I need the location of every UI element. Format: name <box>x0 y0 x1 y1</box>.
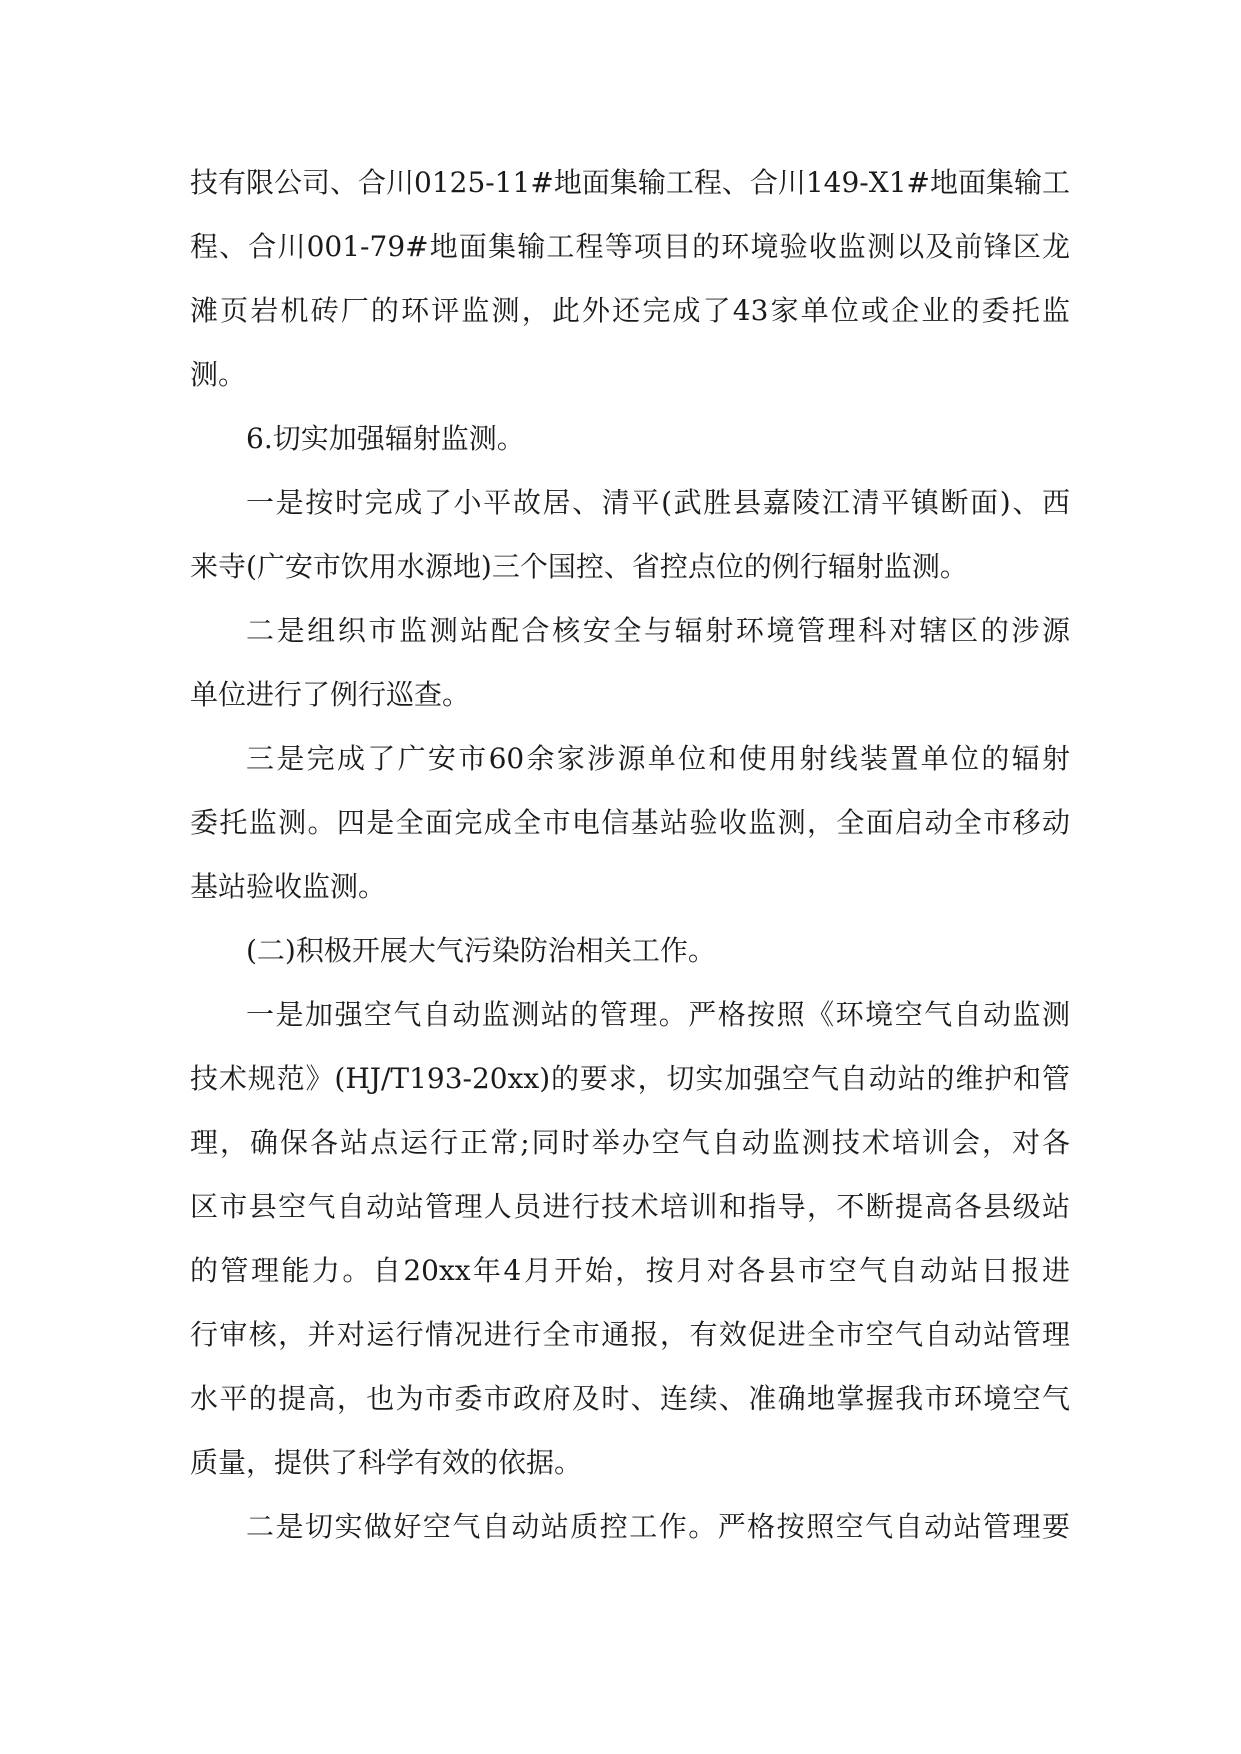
text-line: 一是按时完成了小平故居、清平(武胜县嘉陵江清平镇断面)、西 <box>246 486 1070 519</box>
text-line: 二是切实做好空气自动站质控工作。严格按照空气自动站管理要 <box>246 1510 1070 1543</box>
text-line: 二是组织市监测站配合核安全与辐射环境管理科对辖区的涉源 <box>246 614 1070 647</box>
paragraph <box>190 599 1070 727</box>
text-line: 来寺(广安市饮用水源地)三个国控、省控点位的例行辐射监测。 <box>190 550 968 583</box>
text-line: 三是完成了广安市60余家涉源单位和使用射线装置单位的辐射 <box>246 742 1070 775</box>
text-line: 程、合川001-79#地面集输工程等项目的环境验收监测以及前锋区龙 <box>190 230 1070 263</box>
text-line: 技有限公司、合川0125-11#地面集输工程、合川149-X1#地面集输工 <box>190 166 1070 199</box>
text-line: 质量，提供了科学有效的依据。 <box>190 1446 583 1479</box>
text-line: 单位进行了例行巡查。 <box>190 678 471 711</box>
paragraph <box>190 1495 1070 1559</box>
text-line: 委托监测。四是全面完成全市电信基站验收监测，全面启动全市移动 <box>190 806 1070 839</box>
paragraph <box>190 407 1070 471</box>
text-line: 基站验收监测。 <box>190 870 387 903</box>
text-line: 6.切实加强辐射监测。 <box>246 422 525 455</box>
paragraph <box>190 151 1070 407</box>
paragraph <box>190 727 1070 919</box>
text-line: 区市县空气自动站管理人员进行技术培训和指导，不断提高各县级站 <box>190 1190 1070 1223</box>
paragraph <box>190 471 1070 599</box>
text-line: 滩页岩机砖厂的环评监测，此外还完成了43家单位或企业的委托监 <box>190 294 1070 327</box>
text-line: 水平的提高，也为市委市政府及时、连续、准确地掌握我市环境空气 <box>190 1382 1070 1415</box>
text-line: 行审核，并对运行情况进行全市通报，有效促进全市空气自动站管理 <box>190 1318 1070 1351</box>
paragraph <box>190 919 1070 983</box>
text-line: (二)积极开展大气污染防治相关工作。 <box>246 934 716 967</box>
text-line: 理，确保各站点运行正常;同时举办空气自动监测技术培训会，对各 <box>190 1126 1070 1159</box>
text-line: 测。 <box>190 358 247 391</box>
document-body <box>190 151 1070 1559</box>
text-line: 的管理能力。自20xx年4月开始，按月对各县市空气自动站日报进 <box>190 1254 1070 1287</box>
text-line: 技术规范》(HJ/T193-20xx)的要求，切实加强空气自动站的维护和管 <box>190 1062 1070 1095</box>
text-line: 一是加强空气自动监测站的管理。严格按照《环境空气自动监测 <box>246 998 1070 1031</box>
paragraph <box>190 983 1070 1495</box>
